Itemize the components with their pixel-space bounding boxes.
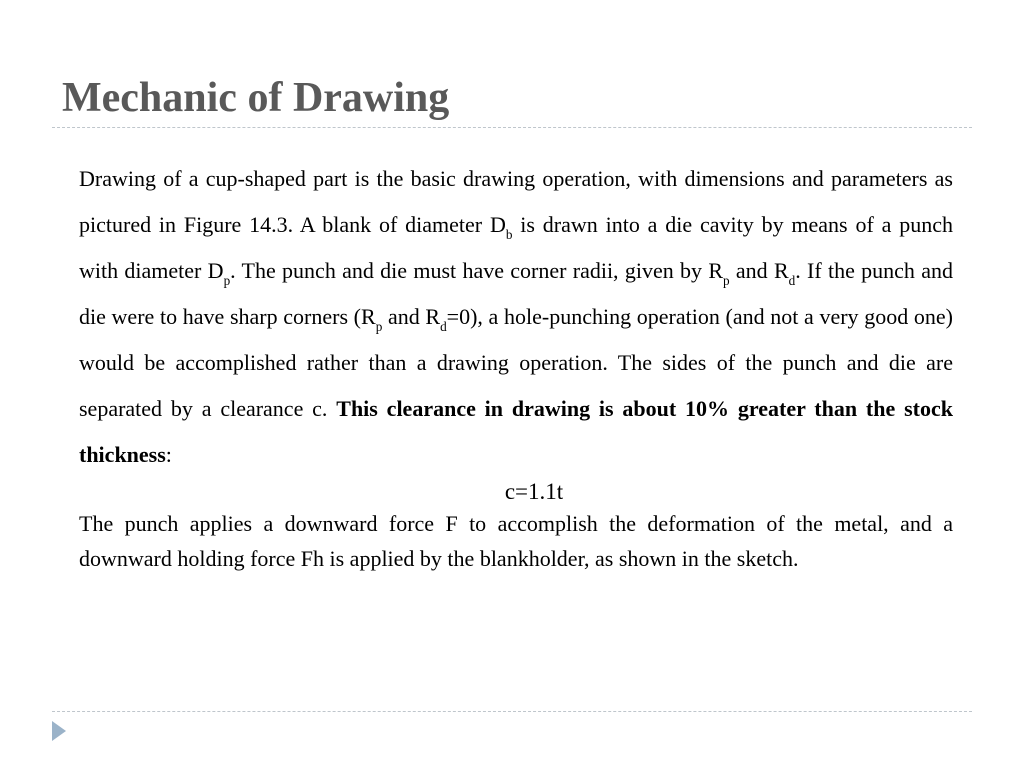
slide-body	[79, 156, 953, 576]
formula: c=1.1t	[504, 479, 564, 504]
footer-divider	[52, 711, 972, 712]
subscript: d	[440, 319, 447, 335]
subscript: p	[723, 273, 730, 289]
text-run: =0), a hole-punching operation (and not a very good one) would be accomplished rather than a drawing operation. The sides of the punch and die are separated by a clearance c.	[79, 304, 953, 421]
text-run: . The punch and die must have corner radii, given by R	[230, 258, 724, 283]
subscript: d	[788, 273, 796, 289]
bold-statement: This clearance in drawing is about 10% greater than the stock thickness	[79, 396, 953, 467]
text-run: is drawn into a die cavity by means of a punch with diameter D	[79, 212, 953, 283]
text-run: :	[165, 442, 172, 467]
subscript: p	[375, 319, 383, 335]
text-run: Drawing of a cup-shaped part is the basic drawing operation, with dimensions and parameters as pictured in Figure 14.3. A blank of diameter D	[79, 166, 953, 237]
subscript: b	[505, 227, 513, 243]
slide-title: Mechanic of Drawing	[62, 75, 450, 121]
body-paragraph-2: The punch applies a downward force F to accomplish the deformation of the metal, and a downward holding force Fh is applied by the blankholder, as shown in the sketch.	[79, 511, 953, 571]
text-run: . If the punch and die were to have sharp corners (R	[79, 258, 953, 329]
triangle-right-icon[interactable]	[52, 721, 66, 741]
text-run: and R	[729, 258, 789, 283]
title-divider	[52, 127, 972, 128]
subscript: p	[223, 273, 231, 289]
body-paragraph-1	[79, 156, 953, 478]
text-run: and R	[382, 304, 441, 329]
